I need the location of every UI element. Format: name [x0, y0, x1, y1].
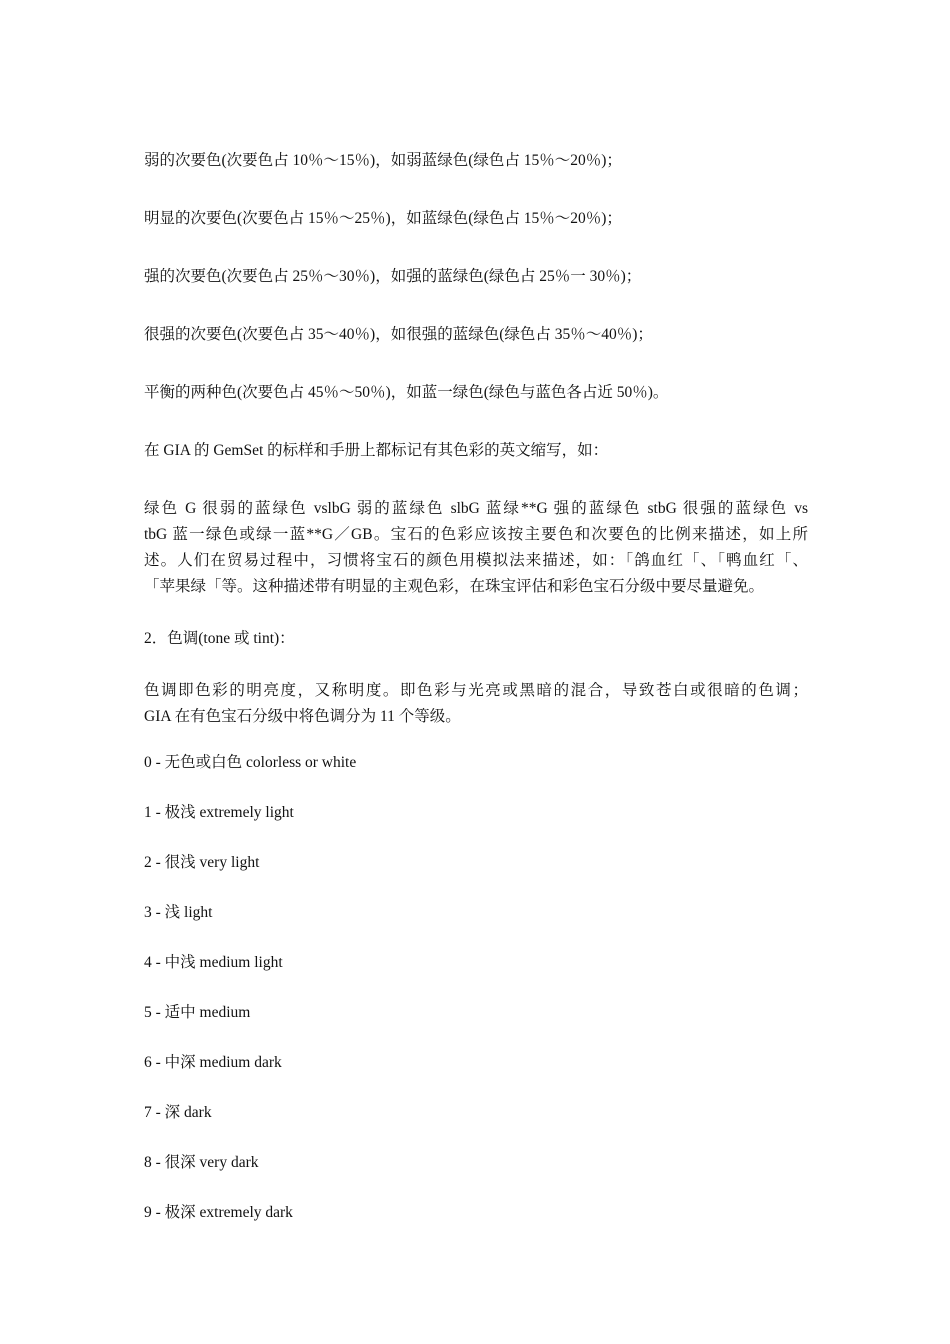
tone-level-6: 6 - 中深 medium dark	[144, 1054, 282, 1071]
tone-description-line: 色调即色彩的明亮度，又称明度。即色彩与光亮或黑暗的混合，导致苍白或很暗的色调；	[144, 682, 808, 699]
abbreviation-line: 「苹果绿「等。这种描述带有明显的主观色彩，在珠宝评估和彩色宝石分级中要尽量避免。	[144, 578, 765, 595]
tone-level-2: 2 - 很浅 very light	[144, 854, 260, 871]
tone-level-5: 5 - 适中 medium	[144, 1004, 251, 1021]
tone-level-3: 3 - 浅 light	[144, 904, 213, 921]
tone-level-1: 1 - 极浅 extremely light	[144, 804, 294, 821]
tone-level-9: 9 - 极深 extremely dark	[144, 1204, 293, 1221]
abbreviation-line: 绿色 G 很弱的蓝绿色 vslbG 弱的蓝绿色 slbG 蓝绿**G 强的蓝绿色 stbG 很强的蓝绿色 vs	[144, 500, 808, 517]
ratio-balanced: 平衡的两种色(次要色占 45％～50％)，如蓝一绿色(绿色与蓝色各占近 50％)。	[144, 384, 669, 401]
tone-level-4: 4 - 中浅 medium light	[144, 954, 283, 971]
gia-intro: 在 GIA 的 GemSet 的标样和手册上都标记有其色彩的英文缩写，如：	[144, 442, 609, 459]
ratio-weak: 弱的次要色(次要色占 10％～15％)，如弱蓝绿色(绿色占 15％～20％)；	[144, 152, 622, 169]
tone-description	[144, 678, 808, 730]
ratio-noticeable: 明显的次要色(次要色占 15％～25％)，如蓝绿色(绿色占 15％～20％)；	[144, 210, 622, 227]
abbreviation-line: tbG 蓝一绿色或绿一蓝**G／GB。宝石的色彩应该按主要色和次要色的比例来描述，如上所	[144, 526, 808, 543]
ratio-strong: 强的次要色(次要色占 25％～30％)，如强的蓝绿色(绿色占 25％一 30％)；	[144, 268, 642, 285]
tone-description-line: GIA 在有色宝石分级中将色调分为 11 个等级。	[144, 708, 461, 725]
tone-level-8: 8 - 很深 very dark	[144, 1154, 259, 1171]
abbreviation-line: 述。人们在贸易过程中，习惯将宝石的颜色用模拟法来描述，如：「鸽血红「、「鸭血红「、	[144, 552, 808, 569]
tone-level-7: 7 - 深 dark	[144, 1104, 212, 1121]
abbreviation-paragraph	[144, 496, 808, 600]
section-heading-tone: 2．色调(tone 或 tint)：	[144, 630, 295, 647]
ratio-very-strong: 很强的次要色(次要色占 35～40％)，如很强的蓝绿色(绿色占 35％～40％)；	[144, 326, 653, 343]
tone-level-0: 0 - 无色或白色 colorless or white	[144, 754, 357, 771]
